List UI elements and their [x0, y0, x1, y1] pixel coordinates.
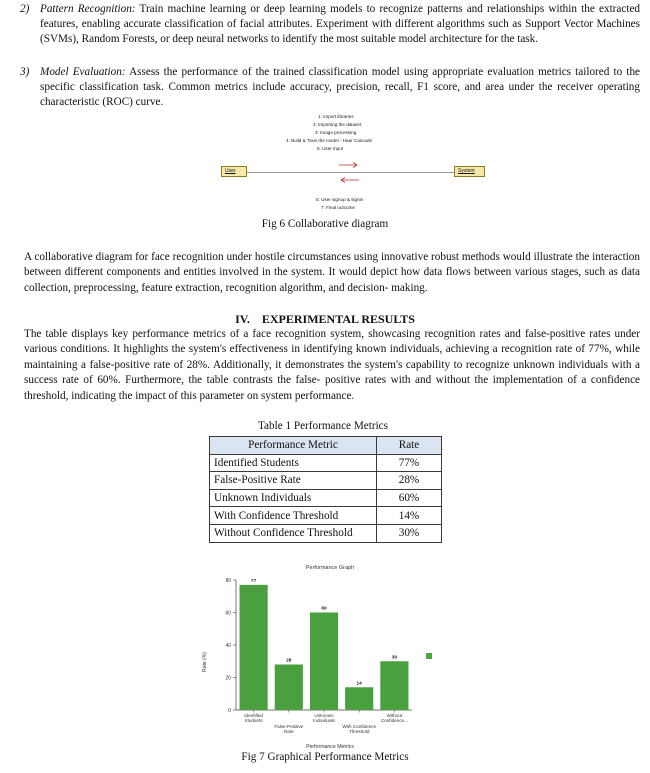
paragraph-collab-description: A collaborative diagram for face recognition under hostile circumstances using innovative robust methods would illustrate the interaction between different components and entities involved in the system. It would depict how data flows between various stages, such as data collection, preprocessing, feature extraction, recognition algorithm, and decision- making. [24, 251, 640, 294]
diagram-message: 5: User signup & signin [316, 197, 364, 202]
table-row [210, 507, 442, 525]
chart-x-axis-label: Performance Metrics [306, 744, 354, 750]
chart-data-label: 28 [286, 658, 292, 664]
section-heading [0, 312, 650, 327]
list-item-title: Model Evaluation: [40, 66, 126, 78]
diagram-message: 3: Image processing [315, 130, 357, 135]
chart-data-label: 30 [391, 655, 398, 661]
chart-x-tick-label: Students [244, 718, 263, 724]
chart-title: Performance Graph [305, 565, 355, 571]
actor-system: System [454, 166, 485, 177]
chart-legend-swatch [426, 653, 432, 659]
performance-metrics-table [209, 436, 442, 543]
table-cell: 14% [377, 507, 442, 525]
chart-data-label: 60 [321, 606, 327, 612]
diagram-message: 7: Final outcome [321, 205, 355, 210]
table-cell: Unknown Individuals [210, 489, 377, 507]
actor-user: User [221, 166, 247, 177]
chart-y-tick-label: 80 [225, 577, 231, 584]
chart-bar [275, 665, 303, 711]
table-header-row [210, 437, 442, 455]
chart-y-axis-label: Rate (%) [202, 652, 208, 672]
chart-x-tick-label: Confidence... [380, 718, 408, 724]
table-header-metric: Performance Metric [210, 437, 377, 455]
chart-x-tick-label: Identified [244, 713, 263, 718]
chart-y-tick-label: 40 [225, 642, 231, 649]
chart-x-tick-label: Threshold [348, 729, 370, 735]
table-row [210, 472, 442, 490]
diagram-message: 1: Import libraries [318, 114, 354, 119]
list-item-text: Assess the performance of the trained classification model using appropriate evaluation metrics tailored to the specific classification task. Common metrics include accuracy, precision, recall, F1 score, and area under the receiver operating characteristic (ROC) curve. [40, 66, 640, 109]
performance-bar-chart [0, 560, 650, 755]
chart-x-tick-label: Unknown [314, 713, 334, 718]
chart-y-tick-label: 0 [228, 707, 231, 714]
collaborative-diagram [0, 110, 650, 220]
list-item-model-evaluation [20, 65, 640, 111]
table-cell: Identified Students [210, 454, 377, 472]
chart-data-label: 14 [356, 681, 362, 687]
paragraph-results: The table displays key performance metrics of a face recognition system, showcasing recognition rates and false-positive rates under various conditions. It highlights the system's effectiveness in identifying known individuals, achieving a recognition rate of 77%, while maintaining a false-positive rate of 28%. Additionally, it demonstrates the system's capability to recognize unknown individuals with a success rate of 60%. Furthermore, the table contrasts the false- positive rates with and without the implementation of a confidence threshold, indicating the impact of this parameter on system performance. [24, 328, 640, 402]
table-cell: Without Confidence Threshold [210, 524, 377, 542]
section-number: IV. [235, 312, 250, 326]
chart-data-label: 77 [250, 578, 257, 584]
chart-y-tick-label: 20 [225, 675, 231, 682]
table-cell: 28% [377, 472, 442, 490]
table-cell: With Confidence Threshold [210, 507, 377, 525]
chart-x-tick-label: With Confidence [342, 724, 377, 729]
chart-x-tick-label: False-Positive [274, 724, 304, 729]
chart-y-tick-label: 60 [225, 610, 231, 617]
table-cell: 30% [377, 524, 442, 542]
table-header-rate: Rate [377, 437, 442, 455]
list-number: 2) [20, 3, 30, 15]
figure-7-caption: Fig 7 Graphical Performance Metrics [241, 751, 409, 763]
table-row [210, 524, 442, 542]
diagram-message: 2: Importing the dataset [313, 122, 362, 127]
list-item-pattern-recognition [20, 2, 640, 48]
chart-x-tick-label: Without [386, 713, 403, 718]
chart-bar [380, 661, 408, 710]
chart-bar [240, 585, 268, 710]
table-caption: Table 1 Performance Metrics [258, 420, 388, 432]
list-item-title: Pattern Recognition: [40, 3, 136, 15]
figure-6-caption: Fig 6 Collaborative diagram [261, 218, 389, 230]
chart-x-tick-label: Rate [283, 729, 294, 735]
table-cell: False-Positive Rate [210, 472, 377, 490]
table-cell: 77% [377, 454, 442, 472]
table-cell: 60% [377, 489, 442, 507]
section-title: EXPERIMENTAL RESULTS [261, 312, 415, 326]
chart-x-tick-label: Individuals [313, 718, 335, 724]
list-item-text: Train machine learning or deep learning models to recognize patterns and relationships within the extracted features, enabling accurate classification of facial attributes. Experiment with different algorithms such as Support Vector Machines (SVMs), Random Forests, or deep neural networks to identify the most suitable model architecture for the task. [40, 3, 640, 46]
chart-bar [310, 613, 338, 711]
diagram-message: 6: User input [317, 146, 344, 151]
diagram-message: 4: Build & Train the model - Haar Cascade [286, 138, 373, 143]
message-arrows-icon [335, 160, 365, 184]
chart-bar [345, 687, 373, 710]
table-row [210, 489, 442, 507]
list-number: 3) [20, 66, 30, 78]
table-row [210, 454, 442, 472]
